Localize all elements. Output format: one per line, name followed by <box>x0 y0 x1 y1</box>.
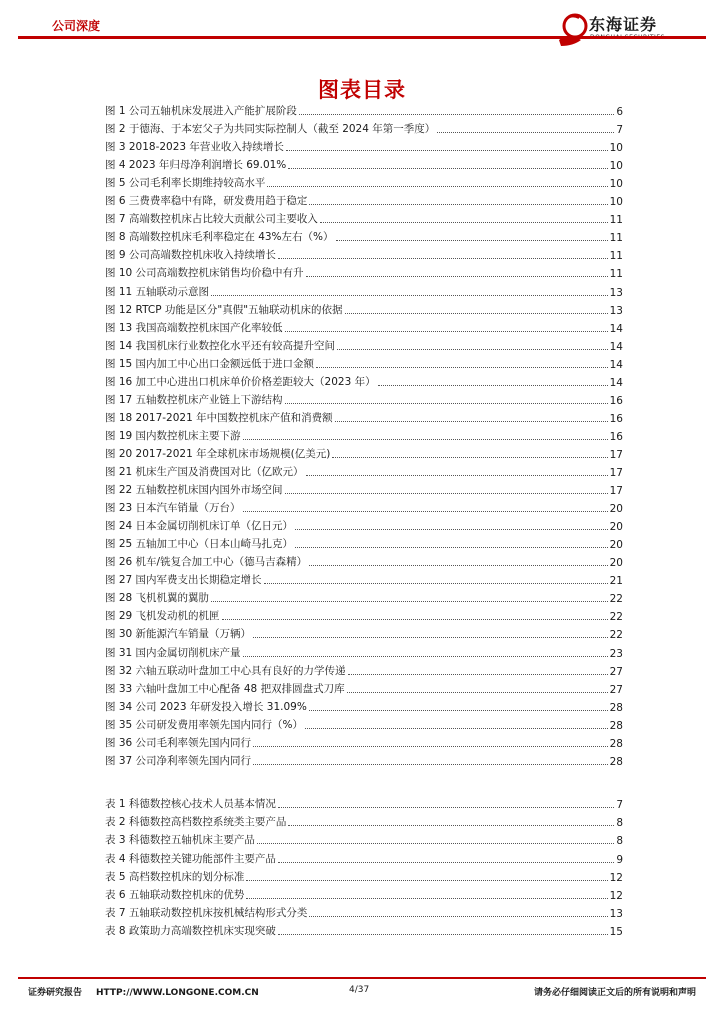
figure-toc-entry[interactable] <box>105 122 623 136</box>
table-toc-entry[interactable] <box>105 833 623 847</box>
toc-dot-leader <box>211 295 608 296</box>
figure-toc-entry[interactable] <box>105 230 623 244</box>
toc-entry-page: 11 <box>609 232 623 245</box>
toc-dot-leader <box>309 710 608 711</box>
toc-dot-leader <box>295 547 608 548</box>
toc-dot-leader <box>257 843 614 844</box>
toc-entry-page: 27 <box>609 683 623 696</box>
toc-entry-label: 图 33 六轴叶盘加工中心配备 48 把双排圆盘式刀库 <box>105 682 345 695</box>
toc-entry-label: 图 18 2017-2021 年中国数控机床产值和消费额 <box>105 411 333 424</box>
toc-dot-leader <box>437 132 614 133</box>
toc-dot-leader <box>278 934 608 935</box>
figure-toc-entry[interactable] <box>105 194 623 208</box>
toc-dot-leader <box>278 807 614 808</box>
toc-entry-label: 表 2 科德数控高档数控系统类主要产品 <box>105 816 287 829</box>
table-toc-entry[interactable] <box>105 797 623 811</box>
figure-toc-entry[interactable] <box>105 429 623 443</box>
figure-toc-entry[interactable] <box>105 266 623 280</box>
toc-entry-page: 28 <box>609 755 623 768</box>
toc-entry-page: 7 <box>616 124 623 137</box>
toc-entry-label: 图 1 公司五轴机床发展进入产能扩展阶段 <box>105 105 297 117</box>
toc-dot-leader <box>306 276 608 277</box>
toc-entry-page: 8 <box>616 835 623 848</box>
toc-entry-label: 图 23 日本汽车销量（万台） <box>105 502 241 515</box>
toc-entry-label: 图 24 日本金属切削机床订单（亿日元） <box>105 520 294 533</box>
toc-entry-label: 图 22 五轴数控机床国内国外市场空间 <box>105 484 283 497</box>
toc-entry-page: 20 <box>609 539 623 552</box>
figure-toc-entry[interactable] <box>105 104 623 118</box>
toc-dot-leader <box>309 916 607 917</box>
figure-toc-entry[interactable] <box>105 537 623 551</box>
toc-dot-leader <box>285 493 608 494</box>
toc-dot-leader <box>243 656 608 657</box>
toc-entry-label: 图 25 五轴加工中心（日本山崎马扎克） <box>105 538 294 551</box>
toc-entry-page: 22 <box>609 593 623 606</box>
toc-entry-page: 11 <box>609 214 623 227</box>
toc-entry-label: 图 9 公司高端数控机床收入持续增长 <box>105 249 276 262</box>
table-toc-entry[interactable] <box>105 870 623 884</box>
toc-entry-label: 图 19 国内数控机床主要下游 <box>105 429 241 442</box>
toc-entry-label: 图 2 于德海、于本宏父子为共同实际控制人（截至 2024 年第一季度） <box>105 123 436 136</box>
toc-dot-leader <box>332 457 607 458</box>
figure-toc-entry[interactable] <box>105 339 623 353</box>
footer-page-number: 4/37 <box>349 985 370 995</box>
logo-text-cn: 东海证券 <box>589 15 658 34</box>
toc-entry-label: 表 6 五轴联动数控机床的优势 <box>105 889 245 901</box>
figure-toc-entry[interactable] <box>105 591 623 605</box>
figure-toc-entry[interactable] <box>105 501 623 515</box>
toc-entry-page: 22 <box>609 611 623 624</box>
figure-toc-entry[interactable] <box>105 573 623 587</box>
toc-entry-label: 图 30 新能源汽车销量（万辆） <box>105 628 252 641</box>
toc-dot-leader <box>348 674 608 675</box>
toc-entry-label: 图 17 五轴数控机床产业链上下游结构 <box>105 393 283 406</box>
logo-mark-icon <box>555 10 589 50</box>
toc-dot-leader <box>278 258 608 259</box>
toc-entry-page: 9 <box>616 853 623 866</box>
toc-entry-label: 表 4 科德数控关键功能部件主要产品 <box>105 852 276 865</box>
toc-entry-page: 14 <box>609 358 623 371</box>
toc-entry-page: 12 <box>609 871 623 884</box>
toc-entry-label: 图 27 国内军费支出长期稳定增长 <box>105 574 262 587</box>
toc-entry-label: 图 20 2017-2021 年全球机床市场规模(亿美元) <box>105 447 331 460</box>
toc-entry-label: 图 8 高端数控机床毛利率稳定在 43%左右（%） <box>105 231 334 244</box>
footer-divider <box>18 977 706 979</box>
figure-toc-entry[interactable] <box>105 519 623 533</box>
toc-dot-leader <box>288 168 607 169</box>
toc-dot-leader <box>267 186 607 187</box>
toc-entry-page: 15 <box>609 926 623 939</box>
toc-entry-label: 图 31 国内金属切削机床产量 <box>105 646 241 659</box>
toc-entry-label: 表 7 五轴联动数控机床按机械结构形式分类 <box>105 907 308 920</box>
toc-entry-page: 23 <box>609 647 623 660</box>
toc-entry-label: 图 15 国内加工中心出口金额远低于进口金额 <box>105 357 315 370</box>
toc-entry-label: 图 3 2018-2023 年营业收入持续增长 <box>105 141 284 154</box>
toc-dot-leader <box>243 511 608 512</box>
toc-entry-label: 表 1 科德数控核心技术人员基本情况 <box>105 798 276 810</box>
toc-entry-label: 图 4 2023 年归母净利润增长 69.01% <box>105 159 287 172</box>
toc-dot-leader <box>253 746 608 747</box>
toc-entry-page: 28 <box>609 701 623 714</box>
toc-dot-leader <box>316 367 608 368</box>
table-toc-entry[interactable] <box>105 906 623 920</box>
table-toc-entry[interactable] <box>105 888 623 902</box>
footer-url-link[interactable]: HTTP://WWW.LONGONE.COM.CN <box>96 988 259 998</box>
company-logo <box>555 10 715 50</box>
footer-disclaimer: 请务必仔细阅读正文后的所有说明和声明 <box>533 988 696 998</box>
toc-entry-page: 20 <box>609 503 623 516</box>
toc-entry-page: 10 <box>609 196 623 209</box>
figure-toc-entry[interactable] <box>105 285 623 299</box>
figure-toc-entry[interactable] <box>105 212 623 226</box>
toc-entry-page: 27 <box>609 665 623 678</box>
toc-entry-page: 20 <box>609 557 623 570</box>
figure-toc-entry[interactable] <box>105 303 623 317</box>
figure-toc-entry[interactable] <box>105 248 623 262</box>
figure-toc-entry[interactable] <box>105 646 623 660</box>
toc-entry-label: 图 14 我国机床行业数控化水平还有较高提升空间 <box>105 339 336 352</box>
page-title: 图表目录 <box>318 78 406 102</box>
toc-entry-page: 28 <box>609 719 623 732</box>
toc-entry-label: 图 32 六轴五联动叶盘加工中心具有良好的力学传递 <box>105 664 346 677</box>
toc-entry-label: 图 37 公司净利率领先国内同行 <box>105 754 252 767</box>
toc-entry-page: 16 <box>609 412 623 425</box>
toc-entry-page: 7 <box>616 799 623 811</box>
toc-entry-page: 11 <box>609 250 623 263</box>
figure-toc-entry[interactable] <box>105 627 623 641</box>
figure-toc-entry[interactable] <box>105 700 623 714</box>
header-divider <box>18 36 706 39</box>
toc-entry-label: 图 10 公司高端数控机床销售均价稳中有升 <box>105 267 304 280</box>
figure-toc-entry[interactable] <box>105 375 623 389</box>
toc-entry-label: 图 7 高端数控机床占比较大贡献公司主要收入 <box>105 213 318 226</box>
toc-dot-leader <box>336 240 608 241</box>
toc-dot-leader <box>345 313 608 314</box>
toc-dot-leader <box>309 204 607 205</box>
toc-dot-leader <box>286 150 608 151</box>
toc-dot-leader <box>253 637 608 638</box>
figure-toc-entry[interactable] <box>105 718 623 732</box>
figure-toc-entry[interactable] <box>105 447 623 461</box>
figure-toc-entry[interactable] <box>105 176 623 190</box>
toc-dot-leader <box>243 439 608 440</box>
toc-entry-page: 17 <box>609 485 623 498</box>
toc-entry-label: 图 21 机床生产国及消费国对比（亿欧元） <box>105 466 304 478</box>
toc-dot-leader <box>211 601 608 602</box>
figure-toc-entry[interactable] <box>105 736 623 750</box>
toc-dot-leader <box>378 385 608 386</box>
figure-toc-entry[interactable] <box>105 555 623 569</box>
table-toc-entry[interactable] <box>105 924 623 938</box>
toc-dot-leader <box>278 862 614 863</box>
toc-entry-label: 表 5 高档数控机床的划分标准 <box>105 870 245 883</box>
toc-entry-label: 图 35 公司研发费用率领先国内同行（%） <box>105 718 304 731</box>
figure-toc-entry[interactable] <box>105 609 623 623</box>
toc-dot-leader <box>285 331 608 332</box>
toc-entry-page: 10 <box>609 160 623 173</box>
toc-entry-page: 17 <box>609 448 623 461</box>
toc-entry-label: 图 13 我国高端数控机床国产化率较低 <box>105 321 283 334</box>
toc-entry-label: 图 6 三费费率稳中有降，研发费用趋于稳定 <box>105 195 308 208</box>
toc-entry-page: 6 <box>616 106 623 118</box>
toc-entry-label: 表 3 科德数控五轴机床主要产品 <box>105 834 255 847</box>
toc-dot-leader <box>299 114 614 115</box>
figure-toc-entry[interactable] <box>105 357 623 371</box>
toc-dot-leader <box>337 349 608 350</box>
toc-dot-leader <box>347 692 608 693</box>
toc-entry-page: 13 <box>609 286 623 299</box>
toc-entry-page: 13 <box>609 908 623 921</box>
toc-dot-leader <box>306 475 608 476</box>
figure-toc-entry[interactable] <box>105 664 623 678</box>
toc-dot-leader <box>246 898 607 899</box>
toc-entry-label: 图 26 机车/铣复合加工中心（德马吉森精） <box>105 556 308 569</box>
toc-entry-label: 图 36 公司毛利率领先国内同行 <box>105 736 252 749</box>
footer-report-type: 证券研究报告 <box>28 988 83 998</box>
toc-dot-leader <box>288 825 614 826</box>
toc-entry-label: 图 5 公司毛利率长期维持较高水平 <box>105 177 266 190</box>
toc-entry-page: 14 <box>609 322 623 335</box>
toc-dot-leader <box>320 222 608 223</box>
figure-toc-entry[interactable] <box>105 321 623 335</box>
toc-entry-page: 10 <box>609 142 623 155</box>
toc-entry-page: 16 <box>609 430 623 443</box>
figure-toc-entry[interactable] <box>105 411 623 425</box>
toc-entry-label: 图 12 RTCP 功能是区分"真假"五轴联动机床的依据 <box>105 303 343 316</box>
table-toc-entry[interactable] <box>105 852 623 866</box>
toc-dot-leader <box>335 421 608 422</box>
toc-entry-label: 表 8 政策助力高端数控机床实现突破 <box>105 925 276 938</box>
toc-dot-leader <box>264 583 608 584</box>
toc-entry-label: 图 11 五轴联动示意图 <box>105 285 210 298</box>
toc-dot-leader <box>253 764 608 765</box>
table-toc-entry[interactable] <box>105 815 623 829</box>
toc-entry-label: 图 28 飞机机翼的翼肋 <box>105 592 210 605</box>
toc-dot-leader <box>309 565 608 566</box>
report-category-tag: 公司深度 <box>52 19 101 33</box>
toc-dot-leader <box>295 529 608 530</box>
toc-entry-page: 22 <box>609 629 623 642</box>
toc-dot-leader <box>246 880 607 881</box>
toc-entry-page: 8 <box>616 817 623 830</box>
footer-left <box>28 985 259 998</box>
figure-toc-entry[interactable] <box>105 140 623 154</box>
toc-entry-label: 图 34 公司 2023 年研发投入增长 31.09% <box>105 700 307 713</box>
toc-dot-leader <box>305 728 608 729</box>
figure-toc-entry[interactable] <box>105 754 623 768</box>
toc-dot-leader <box>222 619 608 620</box>
figure-toc-entry[interactable] <box>105 393 623 407</box>
figure-toc-entry[interactable] <box>105 483 623 497</box>
toc-entry-page: 14 <box>609 340 623 353</box>
toc-entry-page: 10 <box>609 178 623 191</box>
toc-entry-page: 20 <box>609 521 623 534</box>
toc-entry-page: 12 <box>609 890 623 902</box>
figure-toc-entry[interactable] <box>105 158 623 172</box>
toc-entry-label: 图 16 加工中心进出口机床单价价格差距较大（2023 年） <box>105 375 376 388</box>
toc-entry-page: 14 <box>609 376 623 389</box>
toc-entry-page: 21 <box>609 575 623 588</box>
toc-dot-leader <box>285 403 608 404</box>
toc-entry-page: 13 <box>609 304 623 317</box>
toc-entry-page: 16 <box>609 394 623 407</box>
toc-entry-page: 17 <box>609 467 623 479</box>
toc-entry-label: 图 29 飞机发动机的机匣 <box>105 610 220 623</box>
toc-entry-page: 28 <box>609 737 623 750</box>
figure-toc-entry[interactable] <box>105 682 623 696</box>
figure-toc-entry[interactable] <box>105 465 623 479</box>
toc-entry-page: 11 <box>609 268 623 281</box>
